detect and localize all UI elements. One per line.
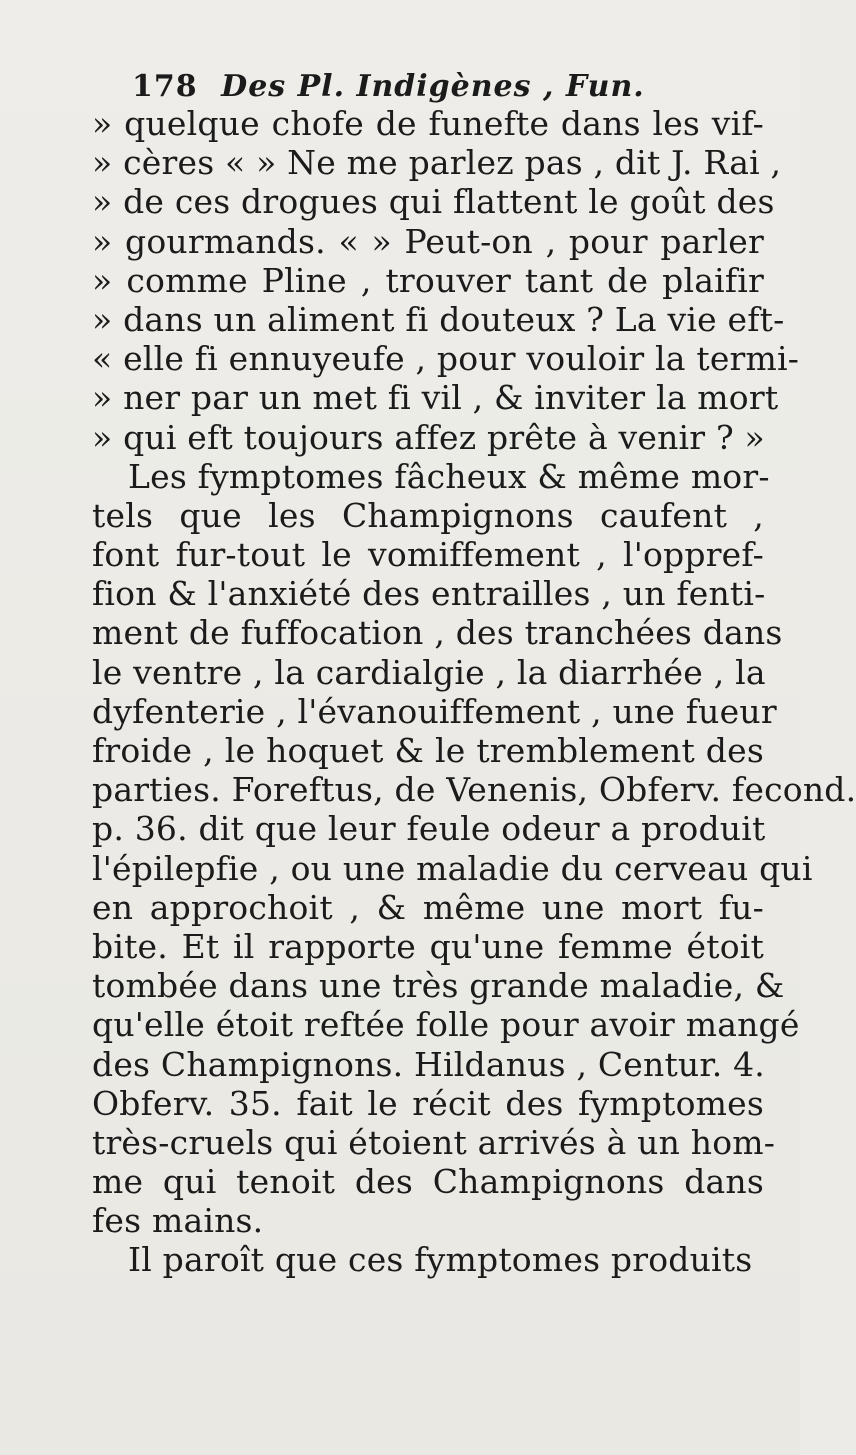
text-line: le ventre , la cardialgie , la diarrhée , la [92,652,766,692]
text-line: en approchoit , & même une mort fu- [92,887,764,927]
text-line: tombée dans une très grande maladie, & [92,966,785,1006]
page-number: 178 [132,69,198,104]
text-line: fion & l'anxiété des entrailles , un fenti- [92,574,766,614]
text-line: qu'elle étoit reftée folle pour avoir mangé [92,1005,800,1045]
text-line: p. 36. dit que leur feule odeur a produit [92,809,766,849]
text-line: « elle fi ennuyeufe , pour vouloir la termi- [92,339,800,379]
page-body [92,104,856,1280]
text-line: » de ces drogues qui flattent le goût des [92,182,775,222]
text-line: ment de fuffocation , des tranchées dans [92,613,783,653]
text-line: » cères « » Ne me parlez pas , dit J. Rai , [92,143,782,183]
text-line: font fur-tout le vomiffement , l'oppref- [92,535,764,575]
text-line: » dans un aliment fi douteux ? La vie eft- [92,299,785,339]
text-line: me qui tenoit des Champignons dans [92,1162,764,1202]
text-line: parties. Foreftus, de Venenis, Obferv. fecond. [92,770,856,810]
text-line: bite. Et il rapporte qu'une femme étoit [92,926,764,966]
text-line: dyfenterie , l'évanouiffement , une fueur [92,691,777,731]
text-line: » comme Pline , trouver tant de plaifir [92,260,764,300]
text-line: tels que les Champignons caufent , [92,495,764,535]
text-line: » quelque chofe de funefte dans les vif- [92,104,764,143]
text-line: Il paroît que ces fymptomes produits [128,1240,753,1280]
text-line: des Champignons. Hildanus , Centur. 4. [92,1044,765,1084]
text-line: l'épilepfie , ou une maladie du cerveau qui [92,848,813,888]
text-line: » ner par un met fi vil , & inviter la mort [92,378,779,418]
text-line: Obferv. 35. fait le récit des fymptomes [92,1083,764,1123]
text-line: » qui eft toujours affez prête à venir ? » [92,417,765,457]
text-line: très-cruels qui étoient arrivés à un hom- [92,1122,776,1162]
text-line: » gourmands. « » Peut-on , pour parler [92,221,764,261]
running-title: Des Pl. Indigènes , Fun. [221,69,645,104]
text-line: Les fymptomes fâcheux & même mor- [128,456,770,496]
text-line: fes mains. [92,1201,264,1241]
text-line: froide , le hoquet & le tremblement des [92,731,764,770]
